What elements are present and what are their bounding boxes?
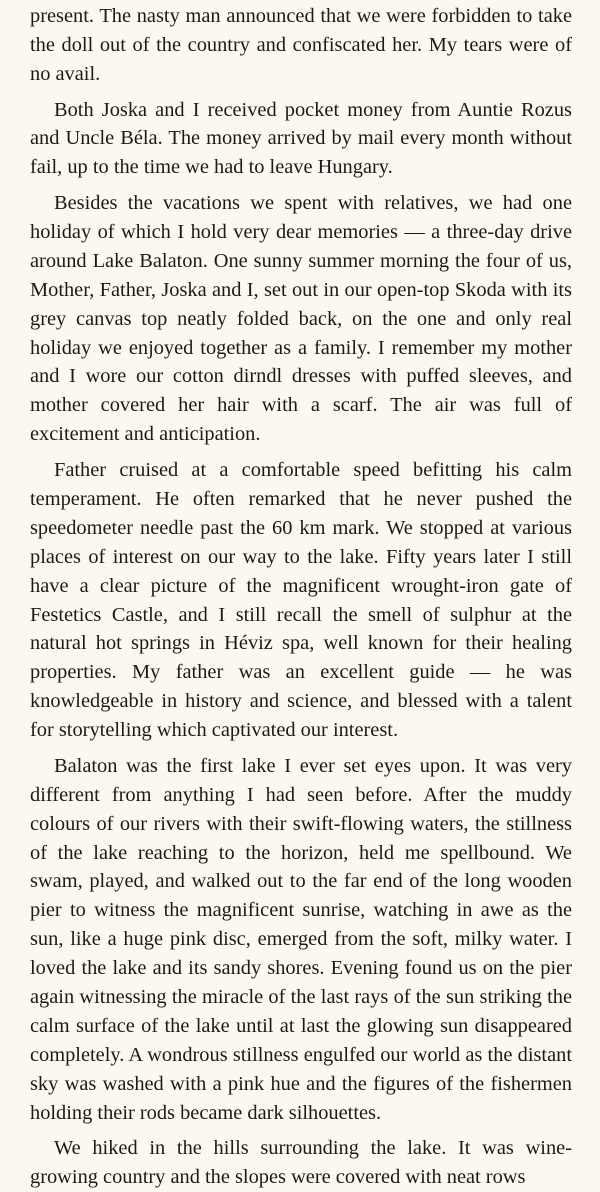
paragraph-hiking: We hiked in the hills surrounding the lake. It was wine-growing country and the slopes were covered with neat rows (30, 1137, 572, 1189)
paragraph-father-driving: Father cruised at a comfortable speed befitting his calm temperament. He often remarked that he never pushed the speedometer needle past the 60 km mark. We stopped at various places of interest on our way to the lake. Fifty years later I still have a clear picture of the magnificent wrought-iron gate of Festetics Castle, and I still recall the smell of sulphur at the natural hot springs in Héviz spa, well known for their healing properties. My father was an excellent guide — he was knowledgeable in history and science, and blessed with a talent for storytelling which captivated our interest. (30, 458, 572, 742)
paragraph-balaton-lake: Balaton was the first lake I ever set eyes upon. It was very different from anything I had seen before. After the muddy colours of our rivers with their swift-flowing waters, the stillness of the lake reaching to the horizon, held me spellbound. We swam, played, and walked out to the far end of the long wooden pier to witness the magnificent sunrise, watching in awe as the sun, like a huge pink disc, emerged from the soft, milky water. I loved the lake and its sandy shores. Evening found us on the pier again witnessing the miracle of the last rays of the sun striking the calm surface of the lake until at last the glowing sun disappeared completely. A wondrous stillness engulfed our world as the distant sky was washed with a pink hue and the figures of the fishermen holding their rods became dark silhouettes. (30, 754, 572, 1124)
paragraph-pocket-money: Both Joska and I received pocket money from Auntie Rozus and Uncle Béla. The money arrived by mail every month without fail, up to the time we had to leave Hungary. (30, 98, 572, 179)
paragraph-lake-balaton-trip: Besides the vacations we spent with relatives, we had one holiday of which I hold very dear memories — a three-day drive around Lake Balaton. One sunny summer morning the four of us, Mother, Father, Joska and I, set out in our open-top Skoda with its grey canvas top neatly folded back, on the one and only real holiday we enjoyed together as a family. I remember my mother and I wore our cotton dirndl dresses with puffed sleeves, and mother covered her hair with a scarf. The air was full of excitement and anticipation. (30, 192, 572, 446)
paragraph-continuation: present. The nasty man announced that we were forbidden to take the doll out of the country and confiscated her. My tears were of no avail. (30, 5, 572, 85)
